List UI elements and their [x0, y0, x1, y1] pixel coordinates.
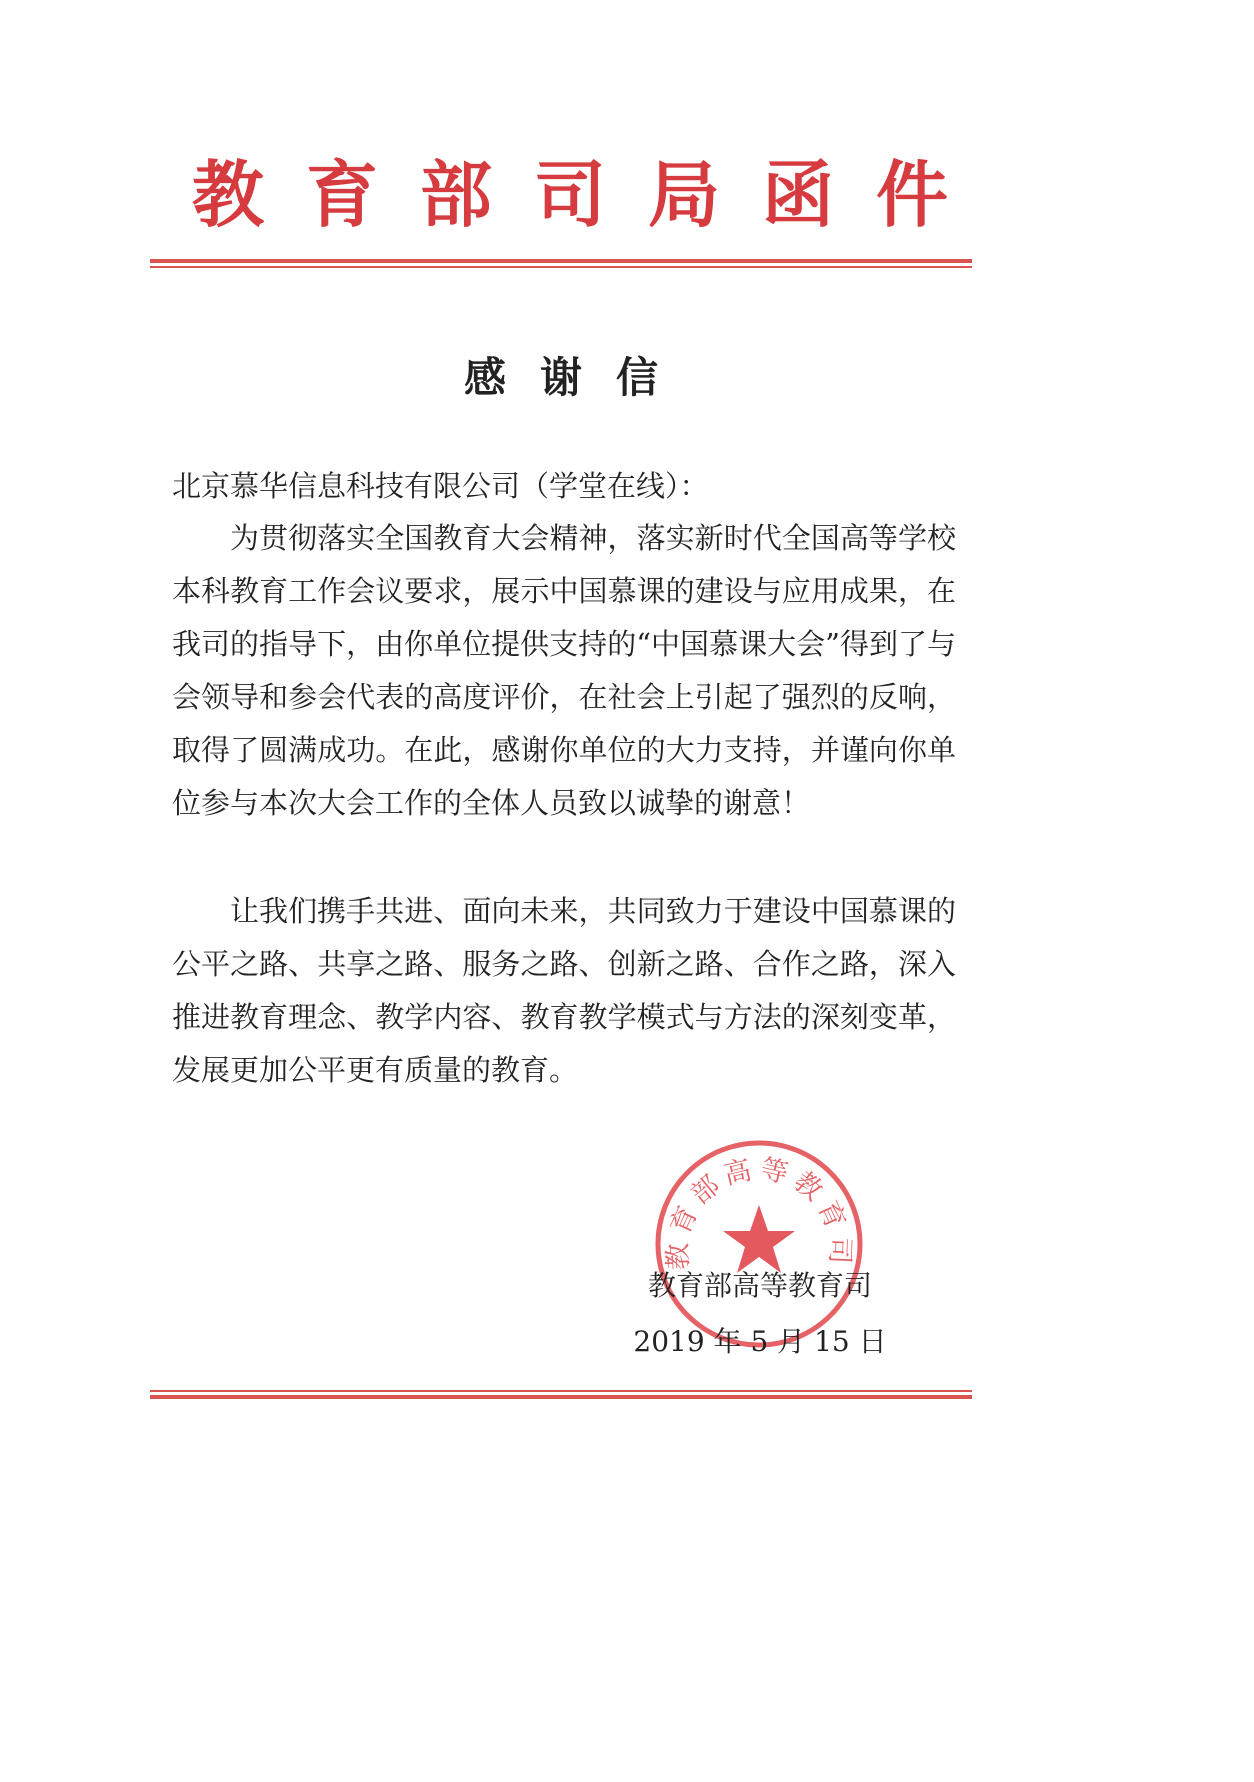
- signature-organization: 教育部高等教育司: [647, 1269, 872, 1302]
- salutation: 北京慕华信息科技有限公司（学堂在线）：: [172, 469, 709, 503]
- signature-block: [630, 1258, 890, 1370]
- body-paragraph-2: 让我们携手共进、面向未来，共同致力于建设中国慕课的公平之路、共享之路、服务之路、创新之路、合作之路，深入推进教育理念、教学内容、教育教学模式与方法的深刻变革，发展更加公平更有质量的教育。: [172, 894, 956, 1087]
- document-title: 感谢信: [463, 353, 692, 402]
- letterhead-title: 教育部司局函件: [192, 153, 991, 237]
- seal-text: 教育部高等教育司: [662, 1153, 856, 1271]
- body-paragraph-1: 为贯彻落实全国教育大会精神，落实新时代全国高等学校本科教育工作会议要求，展示中国慕课的建设与应用成果，在我司的指导下，由你单位提供支持的“中国慕课大会”得到了与会领导和参会代表的高度评价，在社会上引起了强烈的反响，取得了圆满成功。在此，感谢你单位的大力支持，并谨向你单位参与本次大会工作的全体人员致以诚挚的谢意！: [172, 521, 956, 820]
- footer-divider: [150, 1390, 972, 1399]
- signature-date: 2019 年 5 月 15 日: [633, 1325, 887, 1358]
- header-divider: [150, 259, 972, 268]
